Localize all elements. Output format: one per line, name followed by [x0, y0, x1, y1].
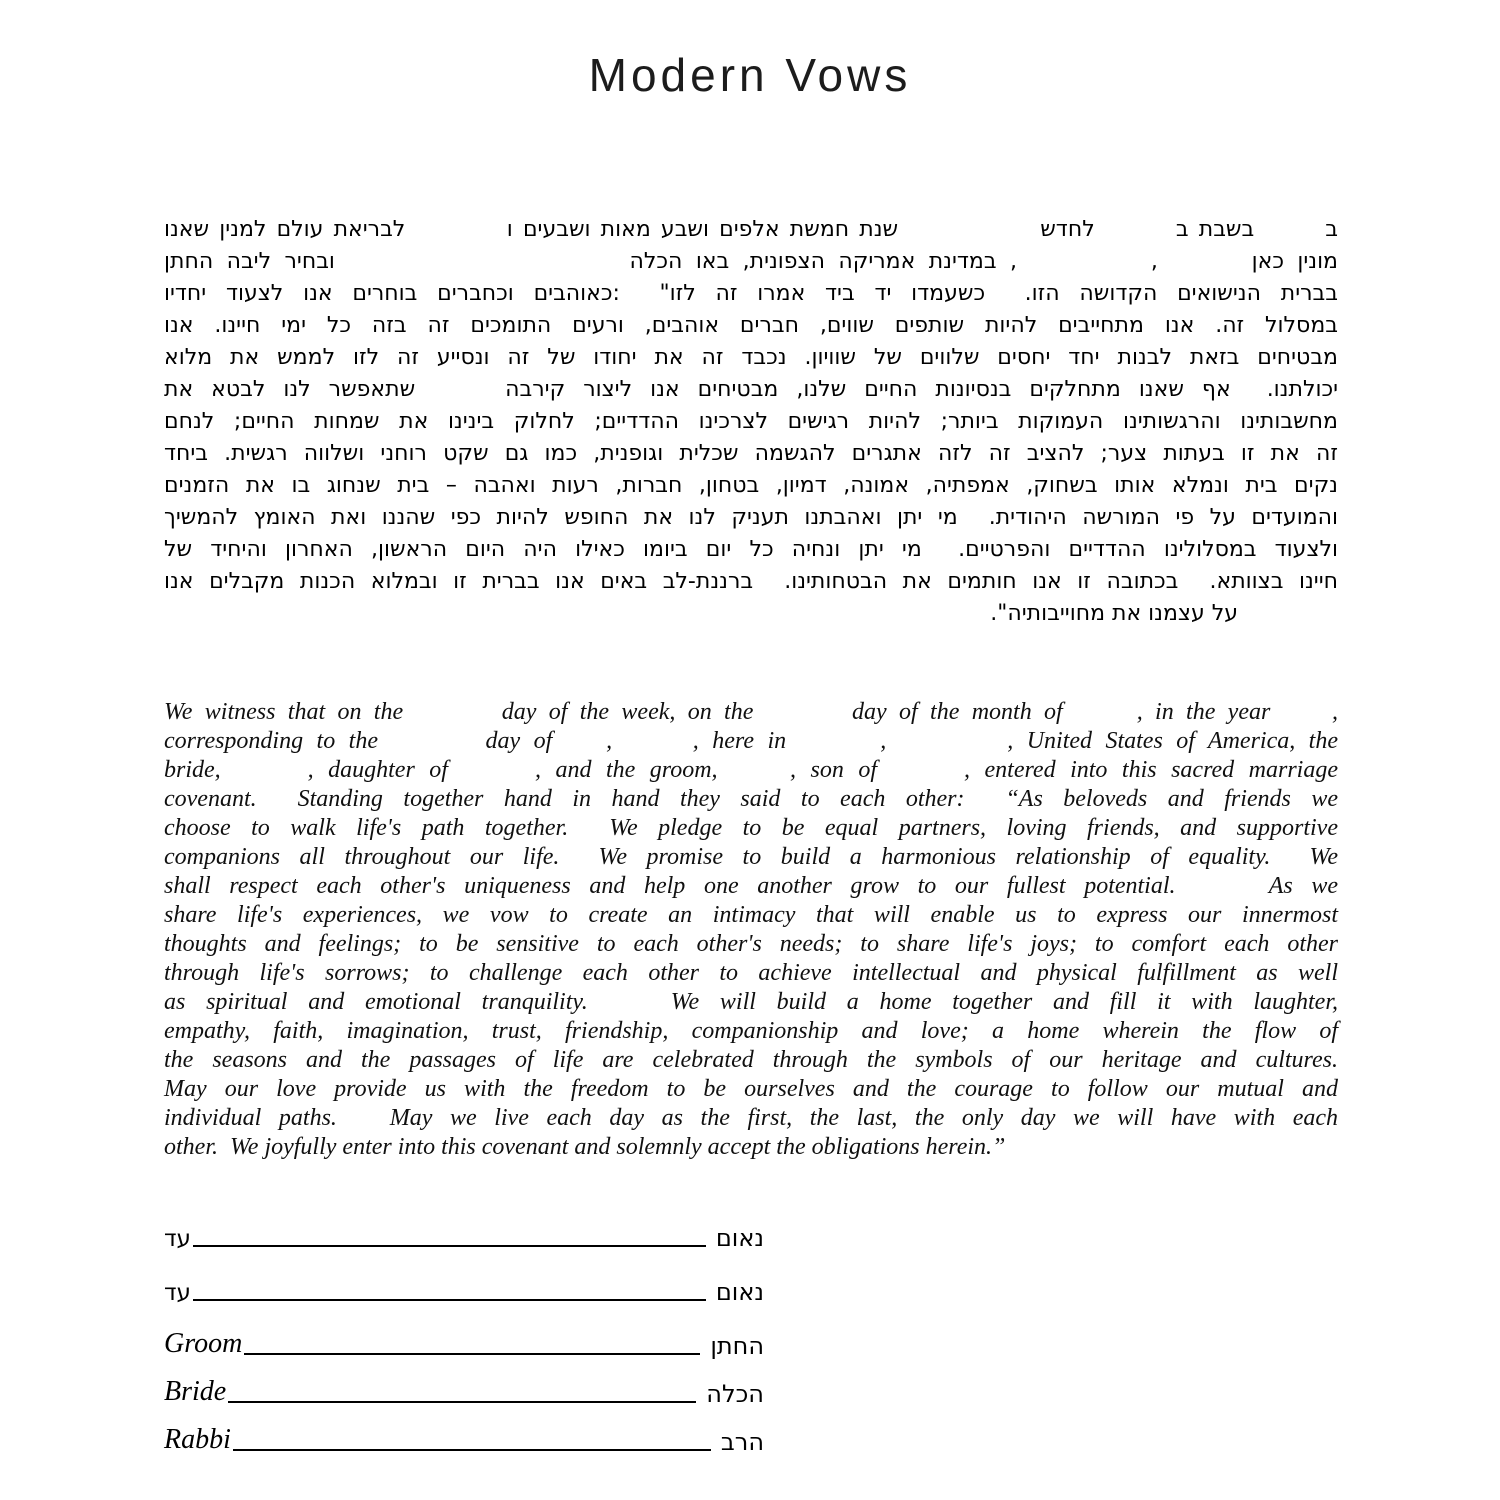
- signature-right-label: הרב: [720, 1428, 764, 1456]
- hebrew-text-line: יכולתנו. אף שאנו מתחלקים בנסיונות החיים שלנו, מבטיחים אנו ליצור קירבה שתאפשר לנו לבטא את: [164, 377, 1338, 402]
- hebrew-text-line: זה את זו בעתות צער; להציב זה לזה אתגרים להגשמה שכלית וגופנית, כמו גם שקט רוחני ושלווה רגשית. ביחד: [164, 441, 1338, 466]
- english-text-line: the seasons and the passages of life are celebrated through the symbols of our heritage and cultures.: [164, 1047, 1338, 1073]
- hebrew-text-line: על עצמנו את מחוייבותיה".: [990, 601, 1238, 626]
- signature-line: [244, 1352, 700, 1355]
- signature-block: [164, 1218, 764, 1470]
- hebrew-text-line: נקים בית ונמלא אותו בשחוק, אמפתיה, אמונה, דמיון, בטחון, חברות, רעות ואהבה – בית שנחוג בו את הזמנים: [164, 473, 1338, 498]
- signature-row: [164, 1272, 764, 1306]
- english-text-line: companions all throughout our life. We promise to build a harmonious relationship of equality. We: [164, 844, 1338, 870]
- signature-row: [164, 1218, 764, 1252]
- english-text-line: empathy, faith, imagination, trust, friendship, companionship and love; a home wherein the flow of: [164, 1018, 1338, 1044]
- signature-row: [164, 1374, 764, 1408]
- english-text-line: share life's experiences, we vow to create an intimacy that will enable us to express our innermost: [164, 902, 1338, 928]
- english-text-line: We witness that on the day of the week, on the day of the month of , in the year ,: [164, 699, 1338, 725]
- english-text-line: shall respect each other's uniqueness and help one another grow to our fullest potential. As we: [164, 873, 1338, 899]
- signature-left-label: Rabbi: [164, 1424, 231, 1455]
- hebrew-text-line: מבטיחים בזאת לבנות יחד יחסים שלווים של שוויון. נכבד זה את יחודו של זה ונסייע זה לזו לממש את מלוא: [164, 345, 1338, 370]
- hebrew-vows-text: [164, 214, 1338, 630]
- english-text-line: choose to walk life's path together. We pledge to be equal partners, loving friends, and supportive: [164, 815, 1338, 841]
- signature-line: [228, 1400, 696, 1403]
- signature-row: [164, 1326, 764, 1360]
- english-vows-text: [164, 698, 1338, 1162]
- english-text-line: corresponding to the day of , , here in , , United States of America, the: [164, 728, 1338, 754]
- hebrew-text-line: חיינו בצוותא. בכתובה זו אנו חותמים את הבטחותינו. ברננת-לב באים אנו בברית זו ובמלוא הכנות מקבלים אנו: [164, 569, 1338, 594]
- hebrew-text-line: ולצעוד במסלולינו ההדדיים והפרטיים. מי יתן ונחיה כל יום ביומו כאילו היה היום הראשון, האחרון והיחיד של: [164, 537, 1338, 562]
- hebrew-text-line: ב בשבת ב לחדש שנת חמשת אלפים ושבע מאות ושבעים ו לבריאת עולם למנין שאנו: [164, 217, 1338, 242]
- hebrew-text-line: מונין כאן , , במדינת אמריקה הצפונית, באו הכלה ובחיר ליבה החתן: [164, 249, 1338, 274]
- english-text-line: bride, , daughter of , and the groom, , son of , entered into this sacred marriage: [164, 757, 1338, 783]
- document-title: Modern Vows: [588, 49, 912, 101]
- signature-line: [233, 1448, 711, 1451]
- signature-right-label: נאום: [715, 1278, 764, 1306]
- hebrew-text-line: והמועדים על פי המורשה היהודית. מי יתן ואהבתנו תעניק לנו את החופש להיות כפי שהננו ואת האומץ להמשיך: [164, 505, 1338, 530]
- hebrew-text-line: במסלול זה. אנו מתחייבים להיות שותפים שווים, חברים אוהבים, ורעים התומכים זה בזה כל ימי חיינו. אנו: [164, 313, 1338, 338]
- english-text-line: as spiritual and emotional tranquility. We will build a home together and fill it with laughter,: [164, 989, 1338, 1015]
- signature-line: [193, 1298, 706, 1301]
- signature-left-label: Groom: [164, 1328, 243, 1359]
- hebrew-text-line: בברית הנישואים הקדושה הזו. כשעמדו יד ביד אמרו זה לזו" :כאוהבים וכחברים בוחרים אנו לצעוד יחדיו: [164, 281, 1338, 306]
- english-text-line: individual paths. May we live each day as the first, the last, the only day we will have with each: [164, 1105, 1338, 1131]
- english-text-line: May our love provide us with the freedom to be ourselves and the courage to follow our mutual and: [164, 1076, 1338, 1102]
- signature-right-label: החתן: [710, 1332, 764, 1360]
- english-text-line: other. We joyfully enter into this covenant and solemnly accept the obligations herein.”: [164, 1134, 1006, 1160]
- english-text-line: thoughts and feelings; to be sensitive to each other's needs; to share life's joys; to comfort each other: [164, 931, 1338, 957]
- signature-left-label: Bride: [164, 1376, 227, 1407]
- signature-left-label: עד: [164, 1280, 191, 1306]
- signature-right-label: הכלה: [706, 1380, 764, 1408]
- signature-line: [193, 1244, 706, 1247]
- english-text-line: covenant. Standing together hand in hand they said to each other: “As beloveds and friends we: [164, 786, 1338, 812]
- english-text-line: through life's sorrows; to challenge each other to achieve intellectual and physical fulfillment as well: [164, 960, 1338, 986]
- signature-left-label: עד: [164, 1226, 191, 1252]
- signature-right-label: נאום: [715, 1224, 764, 1252]
- signature-row: [164, 1422, 764, 1456]
- hebrew-text-line: מחשבותינו והרגשותינו העמוקות ביותר; להיות רגישים לצרכינו ההדדיים; לחלוק בינינו את שמחות החיים; לנחם: [164, 409, 1338, 434]
